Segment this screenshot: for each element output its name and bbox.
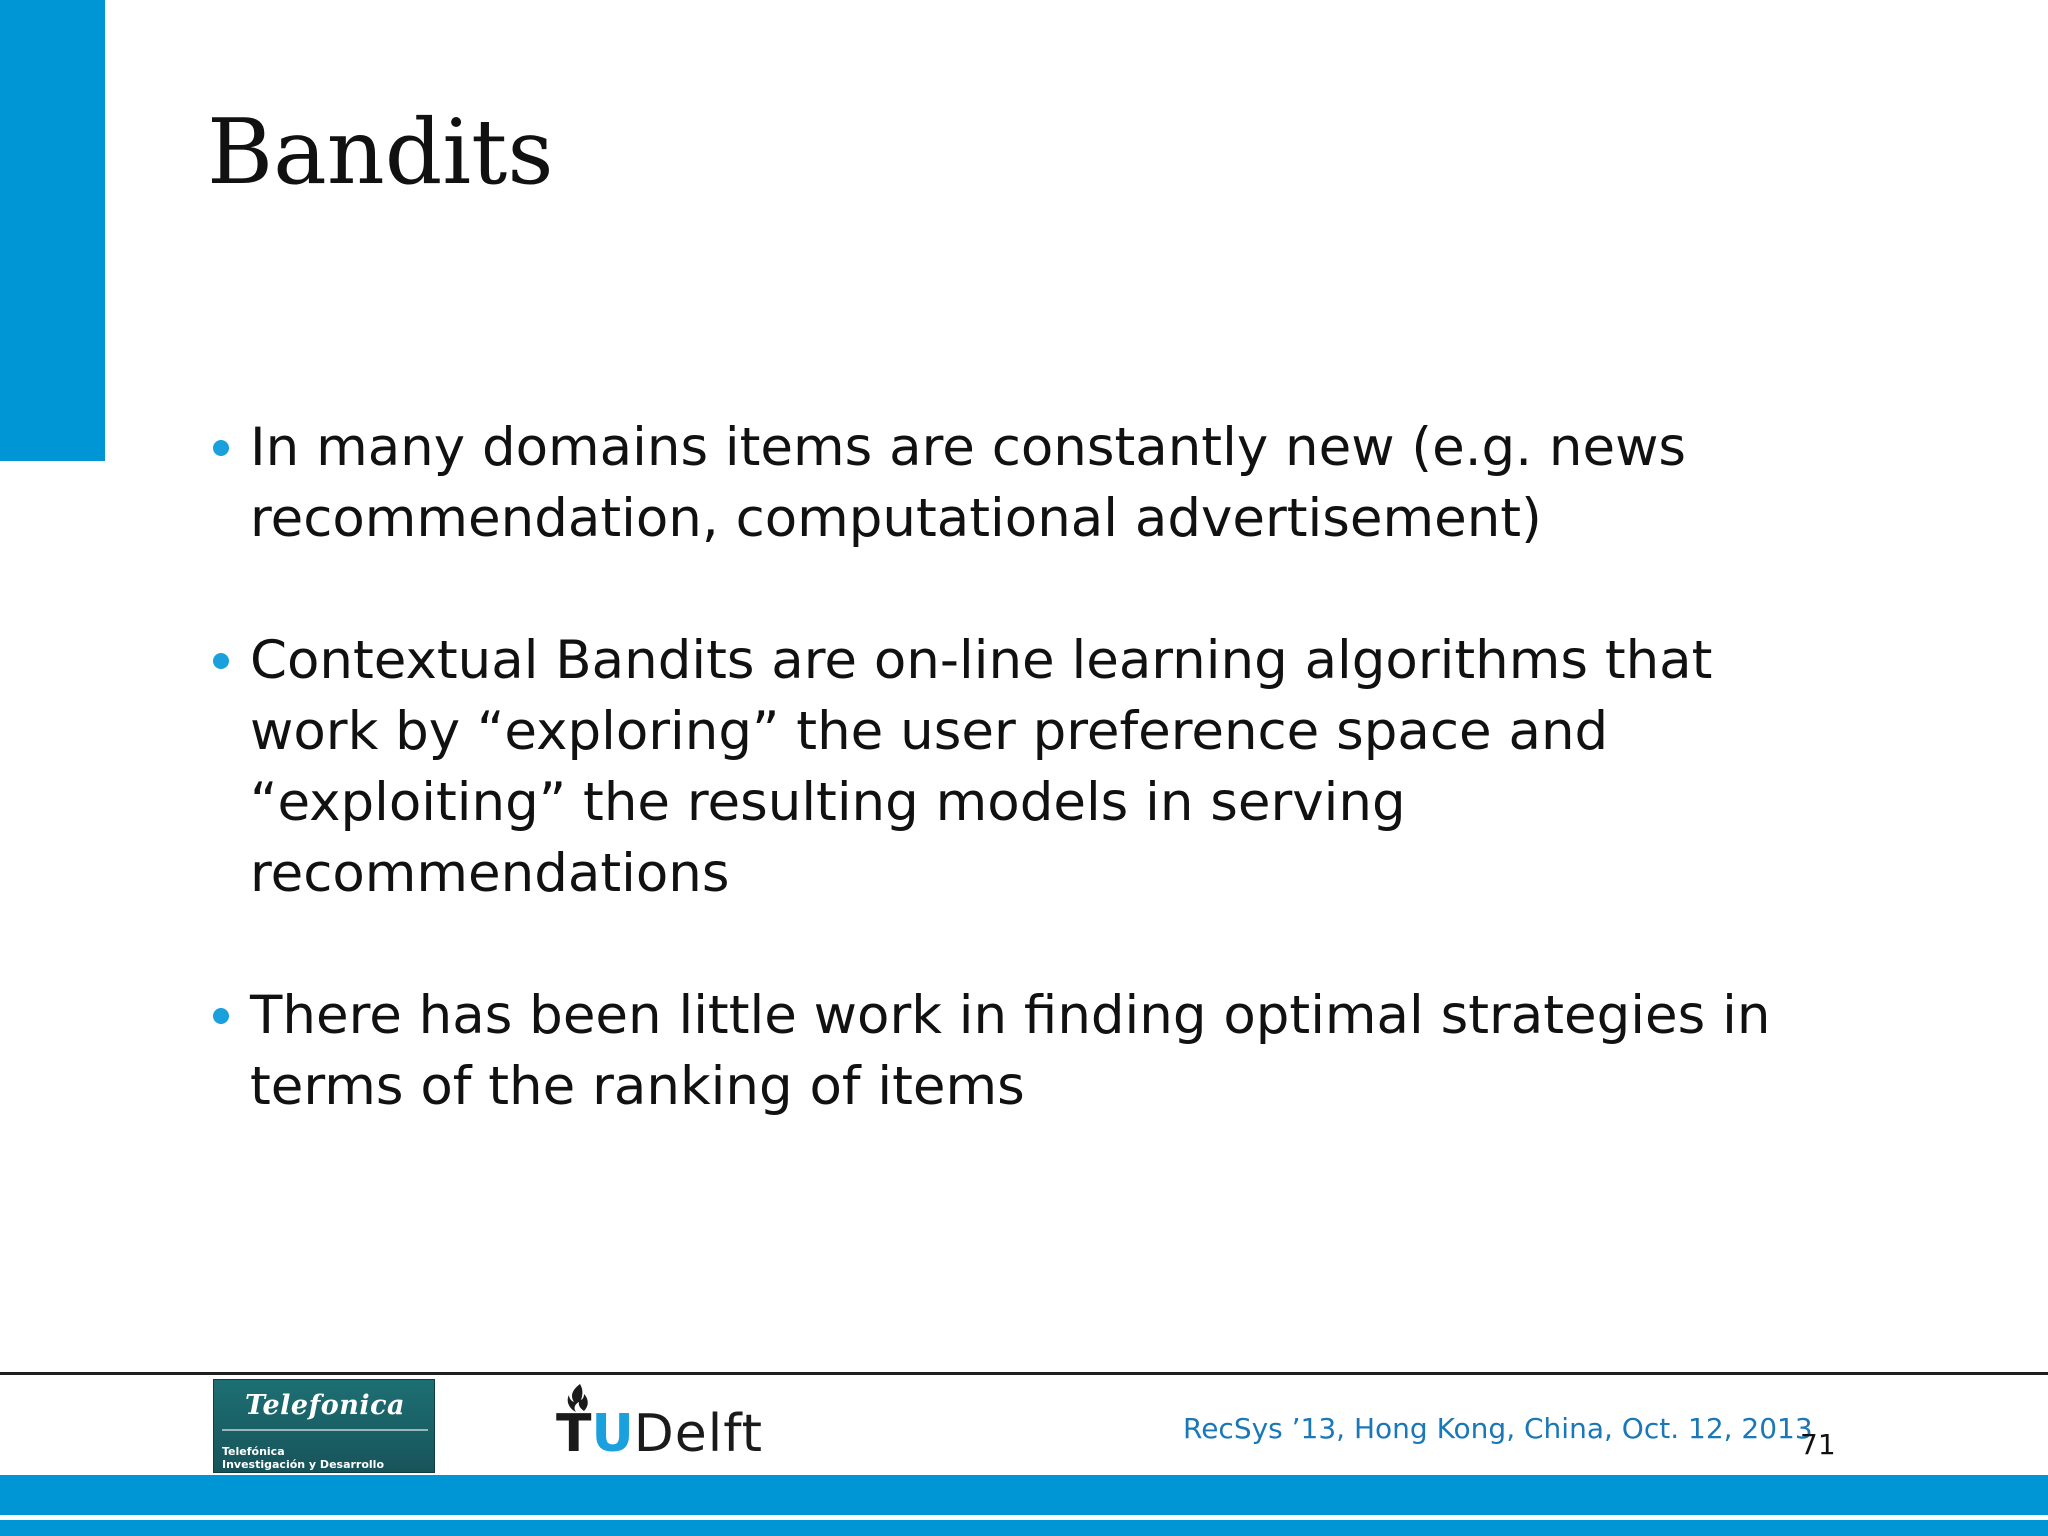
page-number: 71 <box>1800 1428 1836 1461</box>
bullet-item <box>207 980 1847 1122</box>
telefonica-logo <box>213 1379 435 1473</box>
bullet-list <box>207 412 1847 1193</box>
bullet-text: There has been little work in finding optimal strategies in terms of the ranking of items <box>250 985 1771 1117</box>
telefonica-logo-line2: Investigación y Desarrollo <box>222 1458 385 1471</box>
bullet-text: Contextual Bandits are on-line learning algorithms that work by “exploring” the user preference space and “exploiting” the resulting models in serving recommendations <box>250 630 1713 904</box>
tudelft-logo-delft: Delft <box>633 1404 763 1464</box>
slide-title: Bandits <box>207 100 554 205</box>
tudelft-logo-t: T <box>556 1404 592 1464</box>
bullet-text: In many domains items are constantly new (e.g. news recommendation, computational advertisement) <box>250 417 1687 549</box>
tudelft-logo-wordmark <box>556 1404 763 1464</box>
tudelft-logo-u: U <box>591 1404 634 1464</box>
tudelft-logo <box>556 1382 763 1464</box>
telefonica-logo-line1: Telefónica <box>222 1445 285 1458</box>
bullet-dot-icon <box>213 440 229 456</box>
bullet-dot-icon <box>213 653 229 669</box>
bullet-item <box>207 412 1847 554</box>
accent-bar-left <box>0 0 105 461</box>
bullet-item <box>207 625 1847 909</box>
footer-stripe <box>0 1520 2048 1536</box>
bullet-dot-icon <box>213 1008 229 1024</box>
telefonica-logo-divider <box>222 1429 428 1431</box>
footer-bar <box>0 1475 2048 1515</box>
footer-caption: RecSys ’13, Hong Kong, China, Oct. 12, 2013 <box>1183 1412 1813 1445</box>
footer-divider <box>0 1372 2048 1375</box>
telefonica-logo-brand: Telefonica <box>244 1390 406 1421</box>
